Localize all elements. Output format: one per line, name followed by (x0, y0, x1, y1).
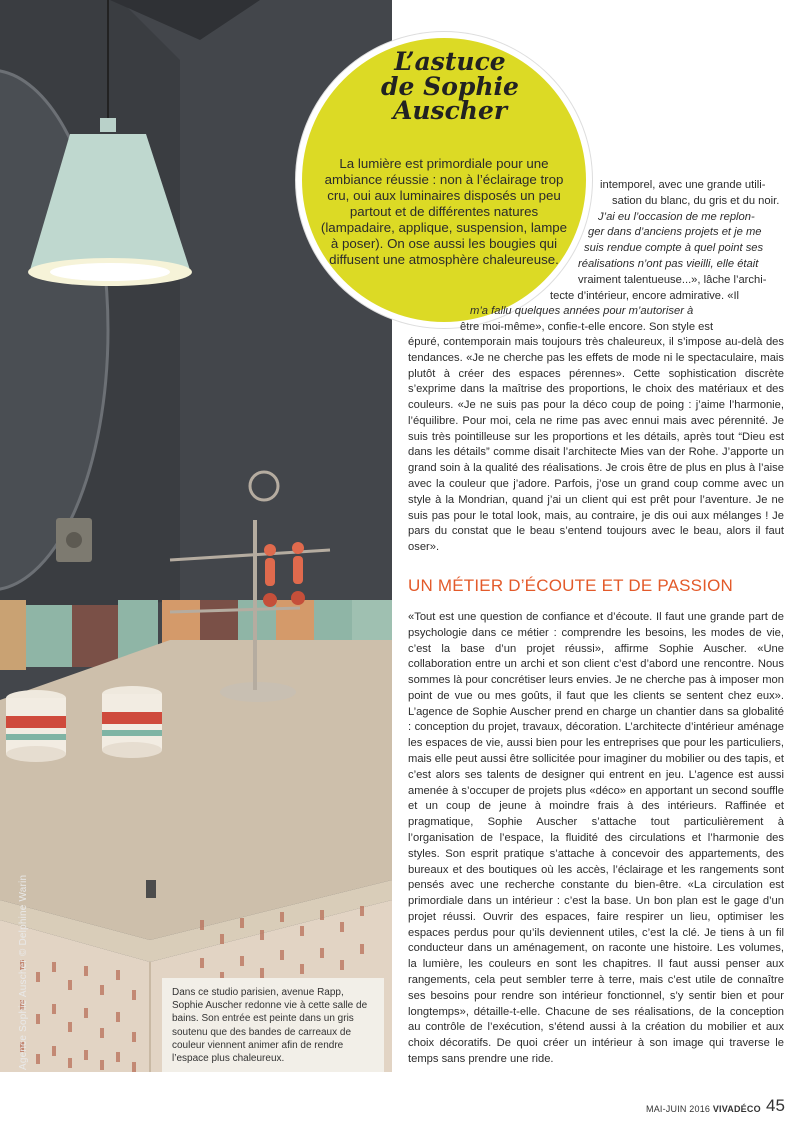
article-wrap-line: sation du blanc, du gris et du noir. (612, 194, 780, 207)
article-paragraph-2-text: «Tout est une question de confiance et d’écoute. Il faut une grande part de psychologie dans ce métier : comprendre les besoins, les modes de vie, c’est la base d’un projet réussi», affirme Sophie Auscher. «Une collaboration entre un archi et son client c’est d’abord une rencontre. Nous sommes là pour concrétiser leurs envies. Je ne cherche pas à imposer mon point de vue ou mes goûts, il faut que les clients se sentent chez eux». L’agence de Sophie Auscher prend en charge un chantier dans sa globalité : conception du projet, travaux, décoration. L’architecte d’intérieur aménage les espaces de vie, aussi bien pour les entreprises que pour les particuliers, mais elle peut aussi être sollicitée pour imaginer du mobilier ou des tapis, et c’est alors ses talents de designer qui entrent en jeu. L’agence est aussi amenée à s’occuper de projets plus «déco» en apportant un second souffle et un coup de jeune à moindre frais à des intérieurs. Raffinée et pragmatique, Sophie Auscher s’attache tout particulièrement à l’organisation de l’espace, la fluidité des circulations et l’harmonie des styles. Son esprit pratique s’attache à concevoir des appartements, des bureaux et des boutiques où les accès, l’éclairage et les rangements sont pensés avec une recherche constante du bien-être. «La circulation est primordiale dans un intérieur : c’est la base. Un bon plan est le gage d’un projet réussi. Ouvrir des espaces, faire respirer un lieu, optimiser les espaces perdus pour qu’ils deviennent utiles, c’est la clé. Je tiens à un fil conducteur dans un aménagement, on raconte une histoire. Les volumes, la lumière, les couleurs en sont les chapitres. Il faut aussi penser aux rangements, cela peut sembler terre à terre, mais c’est utile de connaître ses besoins pour rendre son intérieur fonctionnel, s’y sentir bien et pour longtemps», détaille-t-elle. Chacune de ses réalisations, de la conception au contrôle de l’exécution, s’étend aussi à la création du mobilier et aux choix décoratifs. De quoi créer un intérieur à son image qui traverse le temps sans prendre une ride. (408, 611, 784, 1065)
article-paragraph-1 (408, 335, 784, 556)
photo-caption: Dans ce studio parisien, avenue Rapp, Sophie Auscher redonne vie à cette salle de bains. Son entrée est peinte dans un gris soutenu que des bandes de carreaux de couleur viennent animer afin de rendre l’espace plus chaleureux. (162, 978, 384, 1072)
footer-issue: MAI-JUIN 2016 (646, 1104, 711, 1114)
article-wrap-line: suis rendue compte à quel point ses (584, 242, 764, 255)
article-wrap-line: tecte d’intérieur, encore admirative. «Il (550, 289, 740, 302)
page-number: 45 (766, 1096, 785, 1115)
tip-title-line2: de Sophie (381, 71, 519, 101)
photo-credit: Agence Sophie Auscher © Delphine Warin (18, 874, 29, 1070)
article-wrap-line: vraiment talentueuse...», lâche l’archi- (578, 273, 767, 286)
tip-body: La lumière est primordiale pour une ambiance réussie : non à l’éclairage trop cru, oui aux luminaires disposés un peu partout et de différentes natures (lampadaire, applique, suspension, lampe à poser). On ose aussi les bougies qui diffusent une atmosphère chaleureuse. (320, 156, 568, 267)
article-wrap-line: réalisations n’ont pas vieilli, elle était (578, 258, 759, 270)
article-wrap-line: ger dans d’anciens projets et je me (588, 226, 762, 239)
article-wrap-line: intemporel, avec une grande utili- (600, 179, 766, 191)
article-paragraph-2 (408, 610, 784, 1068)
tip-title-line1: L’astuce (394, 47, 506, 76)
article-paragraph-1-text: épuré, contemporain mais toujours très chaleureux, il s’impose au-delà des tendances. «Je ne cherche pas les effets de mode ni le spectaculaire, mais plutôt à créer des espaces pérennes». Cette sophistication discrète s’exprime dans la maîtrise des proportions, le choix des matériaux et des couleurs. «Je ne suis pas pour la déco coup de poing : j’aime l’harmonie, l’équilibre. Pour moi, cela ne rime pas avec ennui mais avec pérennité. Je suis très pointilleuse sur les proportions et les détails, après tout “Dieu est dans les détails” comme disait l’architecte Mies van der Rohe. J’apporte un grand soin à la qualité des réalisations. Je crois être de plus en plus à l’aise avec la couleur que j’adore. Parfois, j’ose un grand coup comme avec un style à la Mondrian, quand j’ai un client qui est prêt pour l’aventure. Je ne suis pas pour le total look, mais, au contraire, je dis oui aux mélanges ! Je pars du constat que le beau s’entend toujours avec le beau, alors il faut oser». (408, 336, 784, 554)
article-wrap-line: m’a fallu quelques années pour m’autoriser à (470, 305, 694, 318)
footer-magazine: VIVADÉCO (712, 1104, 761, 1114)
article-wrap-line: J’ai eu l’occasion de me replon- (598, 210, 755, 223)
tip-title (380, 47, 520, 125)
article-wrap-line: être moi-même», confie-t-elle encore. Son style est (460, 321, 714, 334)
page-footer (646, 1104, 761, 1114)
section-title: UN MÉTIER D’ÉCOUTE ET DE PASSION (408, 576, 734, 595)
tip-title-line3: Auscher (392, 96, 508, 125)
